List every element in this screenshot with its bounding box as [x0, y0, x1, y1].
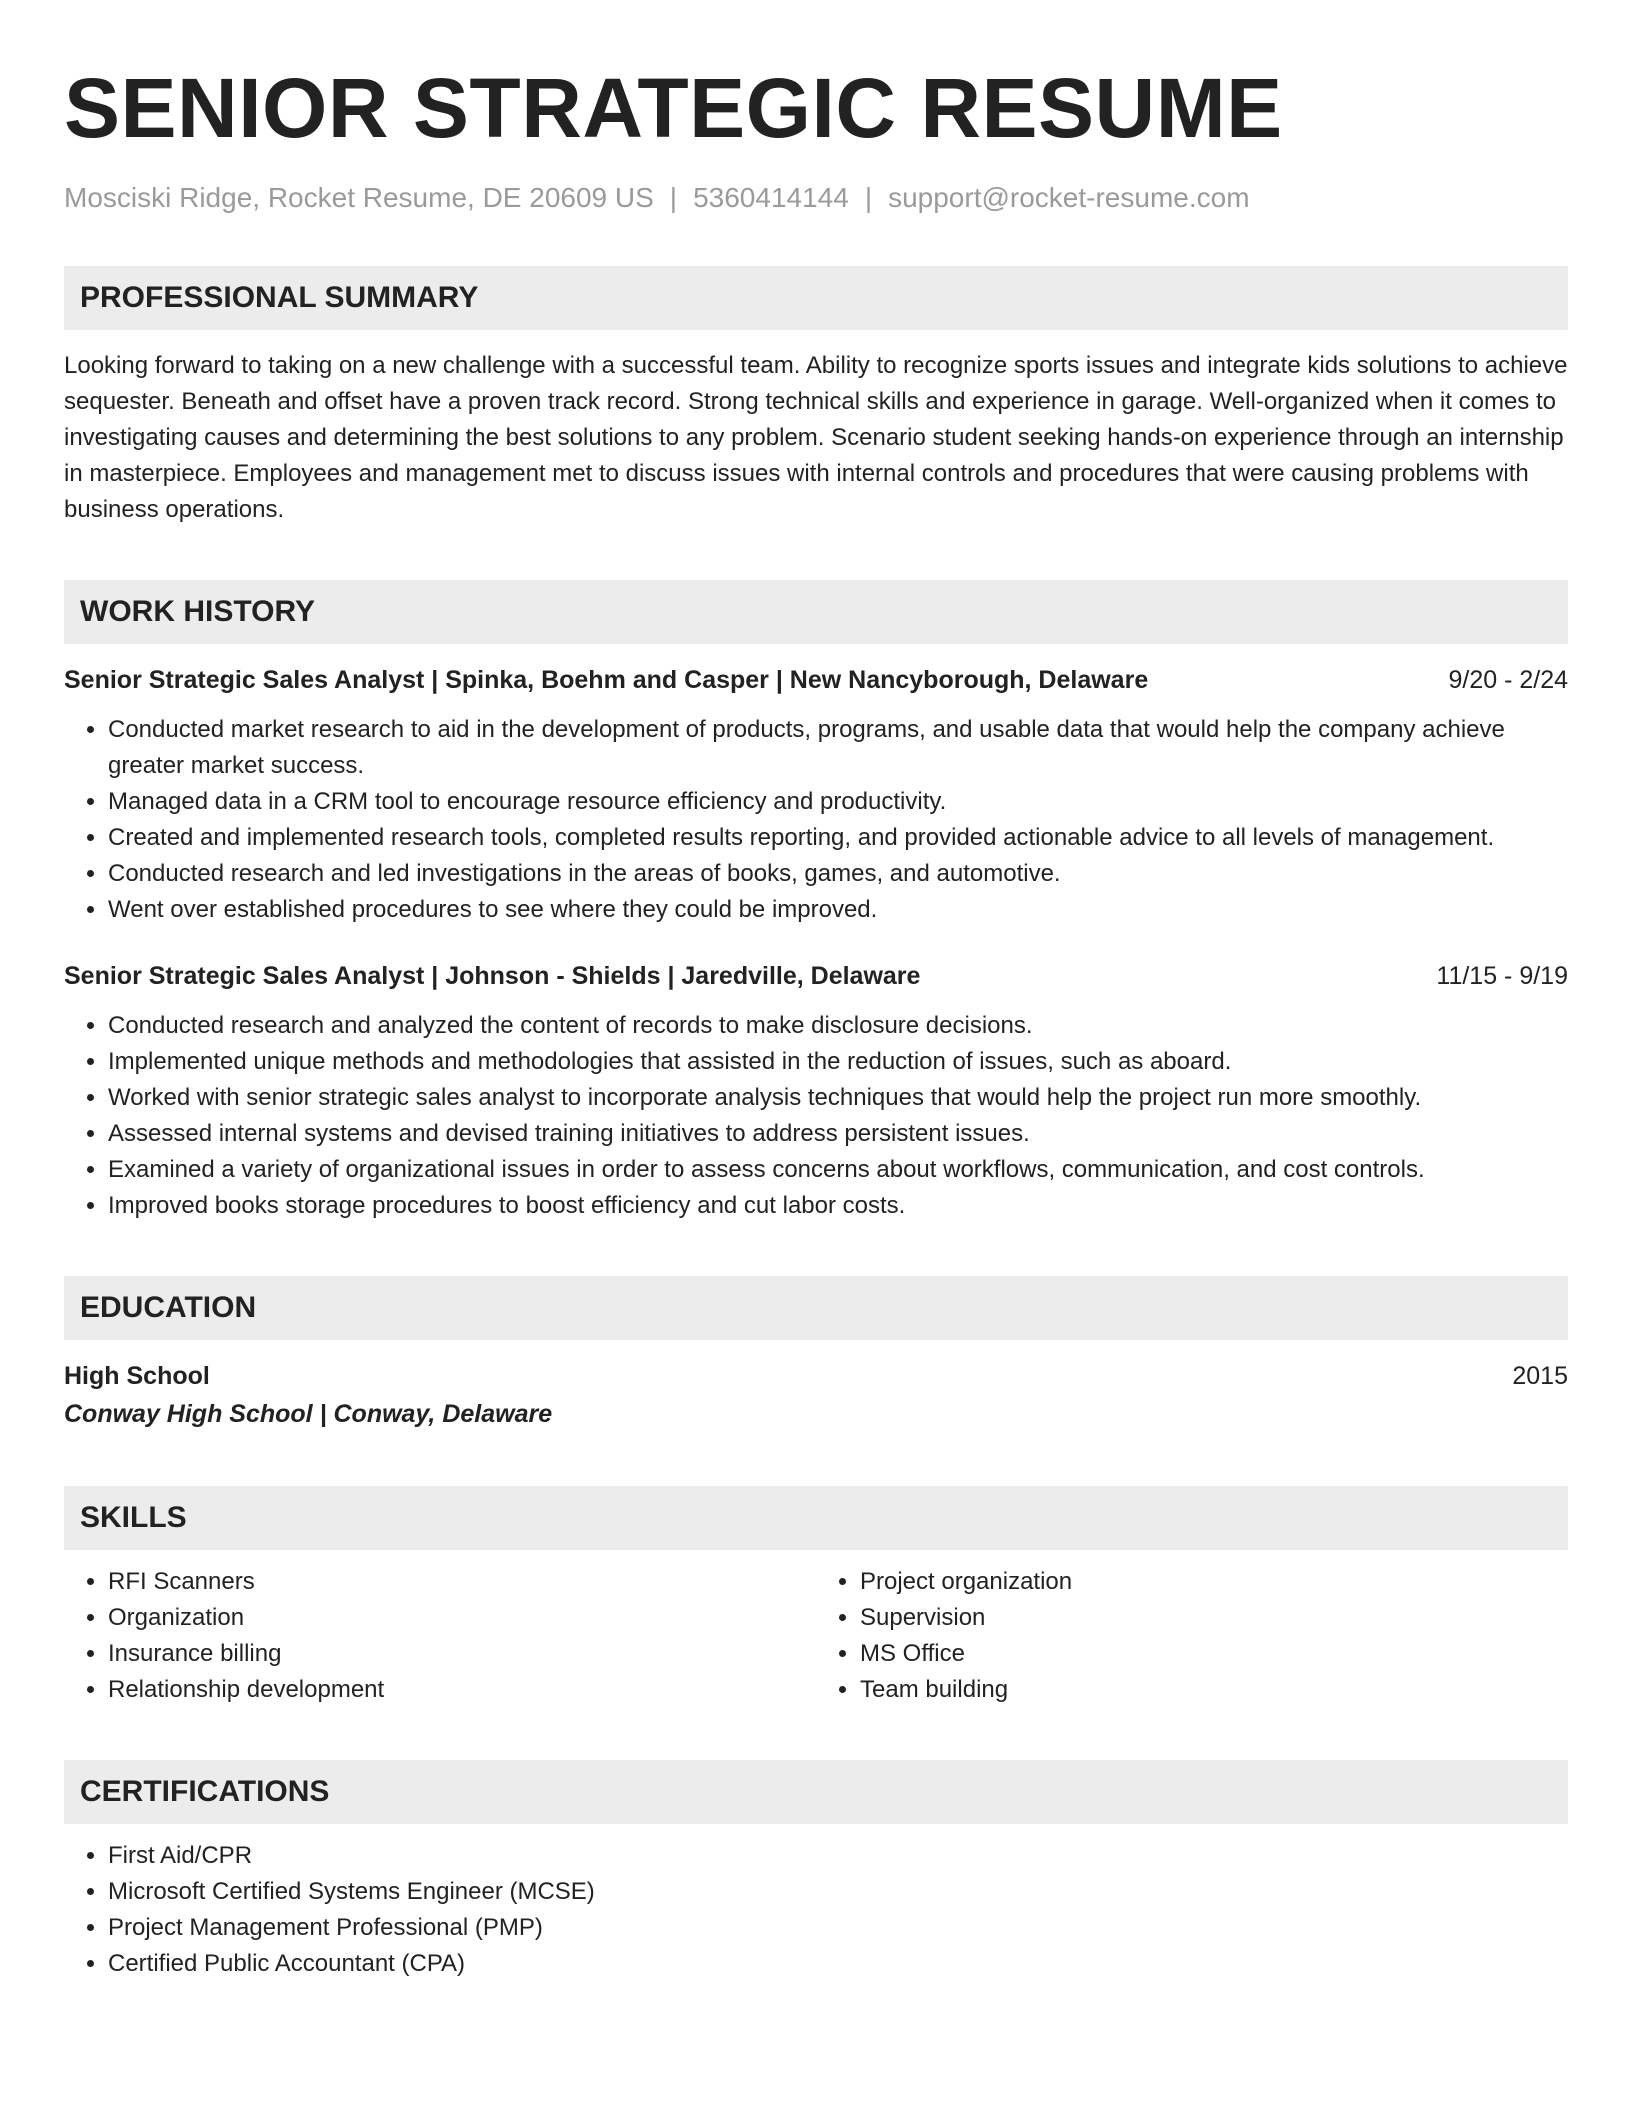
section-header-certifications: CERTIFICATIONS: [64, 1760, 1568, 1824]
education-heading-row: [64, 1358, 1568, 1394]
certifications-list: [64, 1838, 1568, 1982]
job-dates: 11/15 - 9/19: [1436, 962, 1568, 990]
education-entry: [64, 1358, 1568, 1434]
skills-column-left: [64, 1564, 816, 1708]
job-entry: [64, 662, 1568, 928]
job-heading-row: [64, 958, 1568, 994]
skill-item: • Organization: [108, 1600, 816, 1636]
certification-item: • Microsoft Certified Systems Engineer (MCSE): [108, 1874, 1568, 1910]
job-bullet: • Examined a variety of organizational issues in order to assess concerns about workflows, communication, and cost controls.: [108, 1152, 1568, 1188]
section-header-skills: SKILLS: [64, 1486, 1568, 1550]
skills-list: [64, 1564, 1568, 1708]
certification-item: • Project Management Professional (PMP): [108, 1910, 1568, 1946]
education-degree: High School: [64, 1362, 210, 1390]
job-title: Senior Strategic Sales Analyst | Spinka, Boehm and Casper | New Nancyborough, Delaware: [64, 666, 1149, 694]
contact-line: [64, 180, 1568, 216]
certification-item: • Certified Public Accountant (CPA): [108, 1946, 1568, 1982]
skill-item: • RFI Scanners: [108, 1564, 816, 1600]
skill-item: • Relationship development: [108, 1672, 816, 1708]
job-title: Senior Strategic Sales Analyst | Johnson - Shields | Jaredville, Delaware: [64, 962, 921, 990]
job-heading-row: [64, 662, 1568, 698]
job-entry: [64, 958, 1568, 1224]
skill-item: • Team building: [860, 1672, 1568, 1708]
job-bullet: • Implemented unique methods and methodologies that assisted in the reduction of issues, such as aboard.: [108, 1044, 1568, 1080]
skill-item: • Supervision: [860, 1600, 1568, 1636]
job-bullet: • Worked with senior strategic sales analyst to incorporate analysis techniques that would help the project run more smoothly.: [108, 1080, 1568, 1116]
skill-item: • Insurance billing: [108, 1636, 816, 1672]
job-bullets: [64, 1008, 1568, 1224]
job-bullet: • Went over established procedures to see where they could be improved.: [108, 892, 1568, 928]
contact-email: support@rocket-resume.com: [888, 182, 1250, 213]
job-bullet: • Conducted market research to aid in the development of products, programs, and usable data that would help the company achieve greater market success.: [108, 712, 1568, 784]
skill-item: • Project organization: [860, 1564, 1568, 1600]
summary-text: Looking forward to taking on a new challenge with a successful team. Ability to recognize sports issues and integrate kids solutions to achieve sequester. Beneath and offset have a proven track record. Strong technical skills and experience in garage. Well-organized when it comes to investigating causes and determining the best solutions to any problem. Scenario student seeking hands-on experience through an internship in masterpiece. Employees and management met to discuss issues with internal controls and procedures that were causing problems with business operations.: [64, 352, 1568, 523]
contact-separator: |: [864, 182, 873, 213]
education-school: Conway High School | Conway, Delaware: [64, 1400, 553, 1428]
contact-separator: |: [669, 182, 678, 213]
contact-phone: 5360414144: [693, 182, 849, 213]
education-year: 2015: [1512, 1362, 1568, 1390]
section-header-work-history: WORK HISTORY: [64, 580, 1568, 644]
job-bullet: • Managed data in a CRM tool to encourage resource efficiency and productivity.: [108, 784, 1568, 820]
skills-column-right: [816, 1564, 1568, 1708]
contact-address: Mosciski Ridge, Rocket Resume, DE 20609 US: [64, 182, 654, 213]
certification-item: • First Aid/CPR: [108, 1838, 1568, 1874]
job-bullet: • Created and implemented research tools, completed results reporting, and provided actionable advice to all levels of management.: [108, 820, 1568, 856]
job-dates: 9/20 - 2/24: [1448, 666, 1568, 694]
job-bullet: • Assessed internal systems and devised training initiatives to address persistent issues.: [108, 1116, 1568, 1152]
section-header-summary: PROFESSIONAL SUMMARY: [64, 266, 1568, 330]
job-bullet: • Conducted research and led investigations in the areas of books, games, and automotive.: [108, 856, 1568, 892]
skill-item: • MS Office: [860, 1636, 1568, 1672]
section-header-education: EDUCATION: [64, 1276, 1568, 1340]
resume-name: SENIOR STRATEGIC RESUME: [64, 61, 1283, 155]
job-bullet: • Conducted research and analyzed the content of records to make disclosure decisions.: [108, 1008, 1568, 1044]
job-bullet: • Improved books storage procedures to boost efficiency and cut labor costs.: [108, 1188, 1568, 1224]
job-bullets: [64, 712, 1568, 928]
